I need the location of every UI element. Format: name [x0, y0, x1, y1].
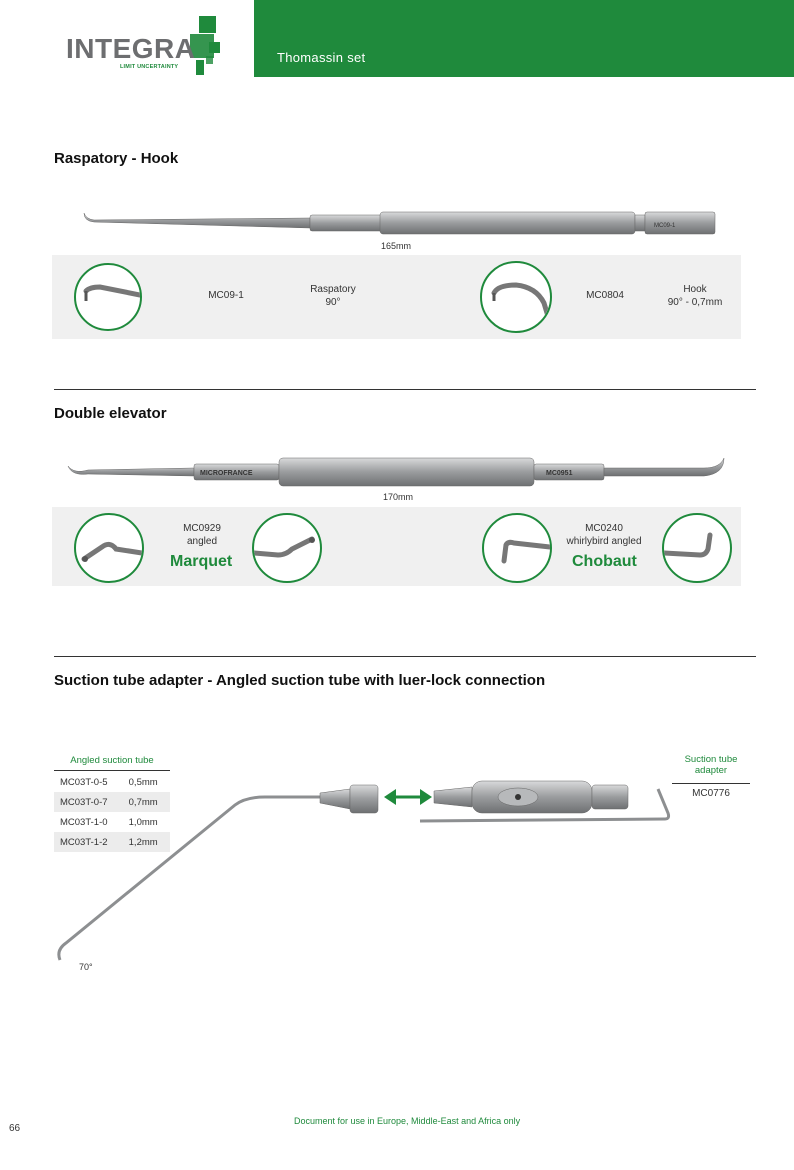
section-title-raspatory: Raspatory - Hook	[54, 150, 179, 167]
hook-name: Hook	[683, 284, 707, 295]
chobaut-name: Chobaut	[572, 553, 637, 570]
table-row: MC03T-1-0 1,0mm	[60, 816, 158, 828]
section-title-suction: Suction tube adapter - Angled suction tube with luer-lock connection	[54, 672, 546, 689]
marquet-tip-right-detail	[252, 513, 322, 583]
table-row: MC03T-1-2 1,2mm	[54, 832, 170, 852]
double-elevator-instrument-image	[64, 454, 729, 490]
hook-tip-detail	[480, 261, 552, 333]
marquet-name: Marquet	[170, 553, 233, 570]
footer-note: Document for use in Europe, Middle-East and Africa only	[294, 1116, 521, 1126]
adapter-label: Suction tube adapter	[684, 754, 738, 776]
header-bar	[254, 0, 794, 77]
raspatory-instrument-image	[80, 205, 720, 241]
raspatory-name: Raspatory	[310, 284, 356, 295]
raspatory-detail-band	[52, 255, 741, 339]
marquet-tip-left-detail	[74, 513, 144, 583]
elevator-code-marking: MC0951	[546, 470, 573, 477]
section-divider	[54, 389, 756, 390]
elevator-brand-marking: MICROFRANCE	[200, 470, 253, 477]
section-divider	[54, 656, 756, 657]
page-number: 66	[9, 1123, 21, 1134]
marquet-code: MC0929	[183, 523, 221, 534]
elevator-length: 170mm	[383, 492, 414, 502]
hook-spec: 90° - 0,7mm	[667, 297, 723, 308]
chobaut-desc: whirlybird angled	[566, 536, 642, 547]
adapter-label-rule	[672, 783, 750, 784]
suction-tube-and-adapter-image	[50, 775, 680, 975]
raspatory-tip-detail	[74, 263, 142, 331]
logo-wordmark: INTEGRA	[66, 33, 196, 64]
raspatory-spec: 90°	[325, 297, 341, 308]
angled-suction-tube-header: Angled suction tube	[70, 755, 154, 766]
marquet-desc: angled	[186, 536, 218, 547]
table-row: MC03T-0-7 0,7mm	[54, 792, 170, 812]
raspatory-code: MC09-1	[208, 290, 244, 301]
chobaut-tip-right-detail	[662, 513, 732, 583]
table-row: MC03T-0-5 0,5mm	[60, 776, 158, 788]
adapter-code: MC0776	[692, 788, 730, 799]
logo-tagline: LIMIT UNCERTAINTY	[120, 64, 179, 70]
chobaut-code: MC0240	[585, 523, 623, 534]
tube-angle-label: 70°	[79, 962, 93, 972]
table-header-rule	[54, 770, 170, 771]
section-title-elevator: Double elevator	[54, 405, 167, 422]
raspatory-length: 165mm	[381, 241, 412, 251]
raspatory-marking: MC09-1	[654, 223, 676, 229]
hook-code: MC0804	[586, 290, 624, 301]
chobaut-tip-left-detail	[482, 513, 552, 583]
page-header-title: Thomassin set	[277, 50, 366, 65]
